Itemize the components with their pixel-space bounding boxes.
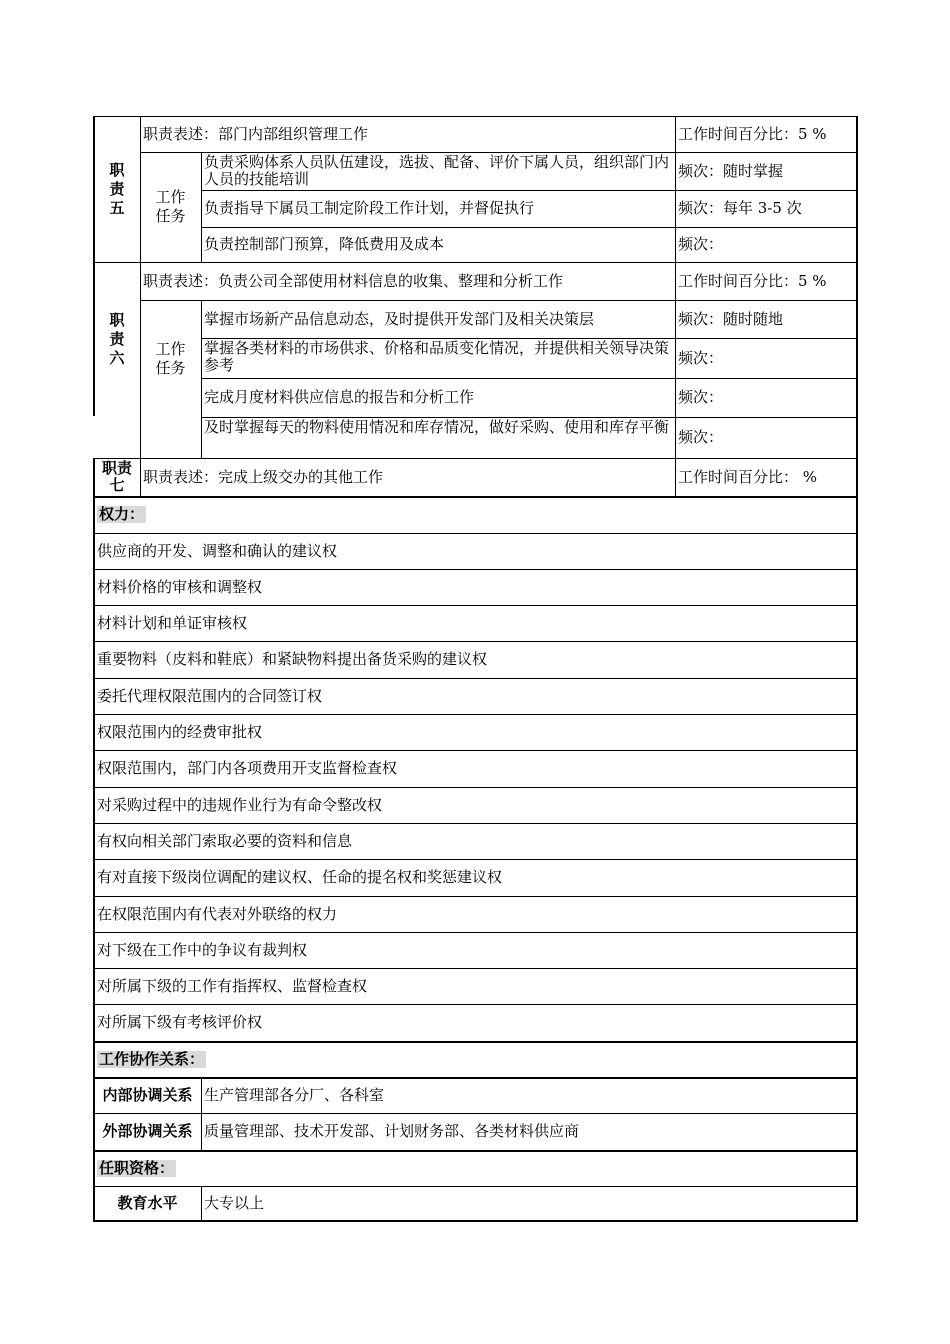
- duty6-description: 职责表述：负责公司全部使用材料信息的收集、整理和分析工作: [143, 271, 564, 290]
- grid-line: [94, 1186, 858, 1187]
- grid-line: [94, 569, 858, 570]
- duty5-task-1-frequency: 频次：随时掌握: [678, 161, 784, 180]
- grid-line: [201, 1077, 202, 1150]
- grid-line: [94, 1220, 858, 1222]
- duty6-task-1-frequency: 频次：随时随地: [678, 309, 784, 328]
- grid-line: [94, 714, 858, 715]
- duty6-label: 职 责 六: [109, 311, 125, 367]
- grid-line: [201, 300, 202, 458]
- grid-line: [93, 458, 95, 1222]
- grid-line: [140, 300, 858, 301]
- grid-line: [675, 116, 676, 496]
- qualification-header: 任职资格：: [99, 1158, 175, 1177]
- duty6-task-label: 工作 任务: [155, 339, 186, 377]
- duty5-task-label: 工作 任务: [155, 188, 186, 225]
- grid-line: [94, 787, 858, 788]
- authority-item: 有权向相关部门索取必要的资料和信息: [97, 831, 353, 850]
- duty6-task-4-frequency: 频次：: [678, 428, 724, 446]
- duty6-task-3: 完成月度材料供应信息的报告和分析工作: [204, 388, 475, 406]
- grid-line: [94, 533, 858, 534]
- grid-line: [201, 152, 202, 262]
- grid-line: [94, 859, 858, 860]
- duty5-time-percent: 工作时间百分比：5 %: [678, 124, 827, 143]
- authority-item: 在权限范围内有代表对外联络的权力: [97, 904, 338, 923]
- grid-line: [94, 1077, 858, 1079]
- authority-item: 材料价格的审核和调整权: [97, 577, 263, 596]
- authority-item: 有对直接下级岗位调配的建议权、任命的提名权和奖惩建议权: [97, 868, 503, 886]
- duty5-label: 职 责 五: [109, 160, 125, 217]
- grid-line: [201, 338, 858, 339]
- grid-line: [94, 823, 858, 824]
- external-coordination-value: 质量管理部、技术开发部、计划财务部、各类材料供应商: [204, 1122, 580, 1140]
- grid-line: [94, 968, 858, 969]
- duty5-task-3: 负责控制部门预算，降低费用及成本: [204, 235, 445, 253]
- duty5-task-2: 负责指导下属员工制定阶段工作计划，并督促执行: [204, 199, 535, 217]
- grid-line: [94, 605, 858, 606]
- authority-item: 对所属下级的工作有指挥权、监督检查权: [97, 976, 368, 995]
- grid-line: [94, 896, 858, 897]
- internal-coordination-label: 内部协调关系: [102, 1085, 193, 1104]
- grid-line: [94, 496, 858, 498]
- grid-line: [94, 1150, 858, 1152]
- authority-item: 委托代理权限范围内的合同签订权: [97, 686, 323, 705]
- cooperation-header: 工作协作关系：: [99, 1049, 205, 1068]
- authority-item: 对采购过程中的违规作业行为有命令整改权: [97, 795, 383, 814]
- grid-line: [856, 116, 858, 1222]
- duty7-time-percent: 工作时间百分比： %: [678, 467, 818, 486]
- authority-item: 供应商的开发、调整和确认的建议权: [97, 541, 338, 560]
- duty6-time-percent: 工作时间百分比：5 %: [678, 271, 827, 290]
- grid-line: [94, 932, 858, 933]
- authority-item: 对所属下级有考核评价权: [97, 1013, 263, 1031]
- grid-line: [94, 262, 858, 263]
- duty5-description: 职责表述：部门内部组织管理工作: [143, 124, 369, 143]
- duty6-task-1: 掌握市场新产品信息动态，及时提供开发部门及相关决策层: [204, 309, 595, 328]
- duty6-task-2-frequency: 频次：: [678, 348, 724, 367]
- grid-line: [93, 116, 95, 416]
- grid-line: [94, 458, 858, 459]
- authority-item: 权限范围内，部门内各项费用开支监督检查权: [97, 759, 398, 777]
- grid-line: [94, 641, 858, 642]
- internal-coordination-value: 生产管理部各分厂、各科室: [204, 1085, 385, 1104]
- grid-line: [94, 1004, 858, 1005]
- duty6-task-4: 及时掌握每天的物料使用情况和库存情况，做好采购、使用和库存平衡: [204, 418, 670, 436]
- grid-line: [201, 227, 858, 228]
- education-label: 教育水平: [117, 1194, 178, 1212]
- grid-line: [94, 1041, 858, 1043]
- authority-header: 权力：: [99, 505, 145, 523]
- grid-line: [201, 190, 858, 191]
- duty5-task-1: 负责采购体系人员队伍建设，选拔、配备、评价下属人员，组织部门内人员的技能培训: [204, 153, 670, 188]
- duty7-label: 职责 七: [101, 459, 132, 494]
- grid-line: [140, 116, 141, 496]
- grid-line: [94, 678, 858, 679]
- duty6-task-2: 掌握各类材料的市场供求、价格和品质变化情况，并提供相关领导决策参考: [204, 339, 670, 374]
- grid-line: [201, 378, 858, 379]
- grid-line: [94, 1113, 858, 1114]
- grid-line: [201, 417, 858, 418]
- grid-line: [94, 116, 858, 117]
- education-value: 大专以上: [204, 1194, 265, 1212]
- grid-line: [94, 750, 858, 751]
- duty5-task-2-frequency: 频次：每年 3-5 次: [678, 199, 802, 217]
- authority-item: 权限范围内的经费审批权: [97, 722, 263, 741]
- grid-line: [140, 152, 858, 153]
- external-coordination-label: 外部协调关系: [102, 1122, 193, 1140]
- authority-item: 重要物料（皮料和鞋底）和紧缺物料提出备货采购的建议权: [97, 650, 488, 668]
- authority-item: 材料计划和单证审核权: [97, 613, 248, 632]
- grid-line: [201, 1186, 202, 1221]
- duty6-task-3-frequency: 频次：: [678, 388, 724, 406]
- duty5-task-3-frequency: 频次：: [678, 235, 724, 253]
- authority-item: 对下级在工作中的争议有裁判权: [97, 940, 308, 959]
- duty7-description: 职责表述：完成上级交办的其他工作: [143, 467, 384, 486]
